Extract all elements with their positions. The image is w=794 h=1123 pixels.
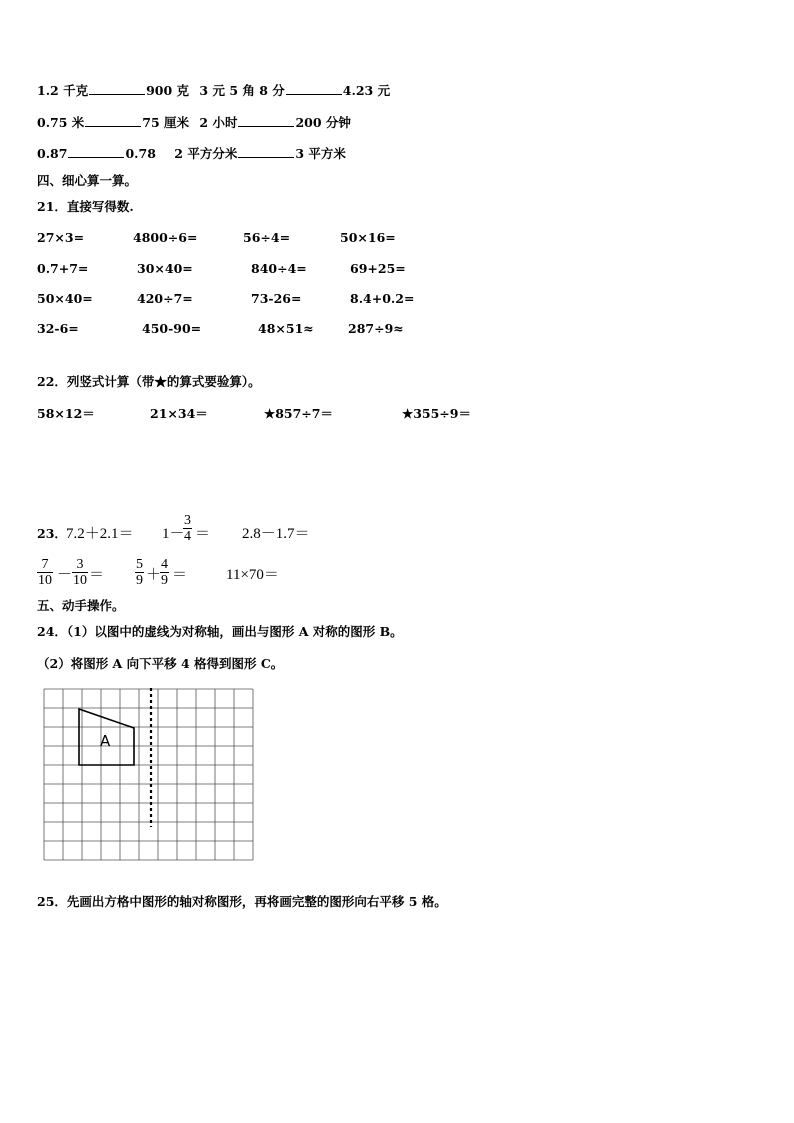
calc-item: 50×16= — [340, 230, 396, 245]
equals-sign: ＝ — [172, 567, 188, 583]
compare-value: 1.2 千克 — [37, 83, 89, 98]
compare-value: 900 克 — [146, 83, 190, 98]
vertical-calc-item: ★857÷7＝ — [264, 406, 333, 421]
fraction — [183, 513, 192, 544]
fraction-denominator: 9 — [161, 573, 168, 588]
answer-blank[interactable] — [286, 83, 342, 95]
fraction-numerator: 3 — [72, 557, 88, 573]
calc-item: 450-90= — [142, 321, 202, 336]
question-title: 22．列竖式计算（带★的算式要验算）。 — [37, 374, 261, 389]
answer-blank[interactable] — [68, 146, 124, 158]
expression: 7.2＋2.1＝ — [66, 526, 134, 542]
fraction-numerator: 5 — [136, 557, 143, 572]
expression: 2.8－1.7＝ — [242, 526, 310, 542]
calc-item: 69+25= — [350, 261, 406, 276]
calc-item: 420÷7= — [137, 291, 193, 306]
equals-sign: ＝ — [89, 567, 105, 583]
compare-value: 75 厘米 — [142, 115, 190, 130]
compare-value: 2 平方分米 — [174, 146, 238, 161]
grid-figure — [41, 686, 261, 881]
section-heading: 四、细心算一算。 — [37, 173, 138, 188]
compare-value: 0.78 — [125, 146, 156, 161]
calc-item: 30×40= — [137, 261, 193, 276]
answer-blank[interactable] — [238, 146, 294, 158]
fraction — [72, 557, 88, 588]
fraction-numerator: 4 — [161, 557, 168, 572]
compare-value: 200 分钟 — [295, 115, 351, 130]
compare-value: 0.75 米 — [37, 115, 85, 130]
fraction-numerator: 7 — [37, 557, 53, 573]
question-title: 21．直接写得数. — [37, 199, 134, 214]
question-number: 23． — [37, 526, 67, 541]
compare-value: 4.23 元 — [342, 83, 391, 98]
compare-row-1 — [37, 83, 390, 99]
calc-item: 50×40= — [37, 291, 93, 306]
calc-item: 32-6= — [37, 321, 79, 336]
calc-item: 0.7+7= — [37, 261, 89, 276]
operator: ＋ — [146, 567, 162, 583]
calc-item: 8.4+0.2= — [350, 291, 415, 306]
compare-row-3 — [37, 146, 346, 162]
fraction — [135, 557, 144, 588]
answer-blank[interactable] — [85, 115, 141, 127]
compare-value: 2 小时 — [199, 115, 238, 130]
calc-item: 4800÷6= — [133, 230, 198, 245]
compare-value: 3 平方米 — [295, 146, 346, 161]
vertical-calc-item: ★355÷9＝ — [402, 406, 471, 421]
calc-item: 48×51≈ — [258, 321, 314, 336]
vertical-calc-item: 58×12＝ — [37, 406, 95, 421]
expression-part: 1－ — [162, 526, 185, 542]
vertical-calc-item: 21×34＝ — [150, 406, 208, 421]
calc-item: 73-26= — [251, 291, 302, 306]
grid-lines — [44, 689, 253, 860]
compare-value: 0.87 — [37, 146, 68, 161]
expression: 11×70＝ — [226, 567, 279, 583]
calc-item: 840÷4= — [251, 261, 307, 276]
fraction-numerator: 3 — [184, 513, 191, 528]
equals-sign: ＝ — [195, 526, 211, 542]
compare-row-2 — [37, 115, 351, 131]
calc-item: 27×3= — [37, 230, 85, 245]
operator: － — [57, 567, 73, 583]
question-text: 25．先画出方格中图形的轴对称图形，再将画完整的图形向右平移 5 格。 — [37, 894, 447, 909]
compare-value: 3 元 5 角 8 分 — [199, 83, 285, 98]
question-text: 24．（1）以图中的虚线为对称轴，画出与图形 A 对称的图形 B。 — [37, 624, 403, 639]
fraction-denominator: 4 — [184, 529, 191, 544]
fraction-denominator: 9 — [136, 573, 143, 588]
calc-item: 287÷9≈ — [348, 321, 404, 336]
section-heading: 五、动手操作。 — [37, 598, 125, 613]
answer-blank[interactable] — [89, 83, 145, 95]
fraction-denominator: 10 — [73, 573, 87, 588]
calc-item: 56÷4= — [243, 230, 291, 245]
fraction-denominator: 10 — [38, 573, 52, 588]
fraction — [160, 557, 169, 588]
shape-label: A — [100, 732, 111, 750]
question-text: （2）将图形 A 向下平移 4 格得到图形 C。 — [37, 656, 284, 671]
fraction — [37, 557, 53, 588]
answer-blank[interactable] — [238, 115, 294, 127]
